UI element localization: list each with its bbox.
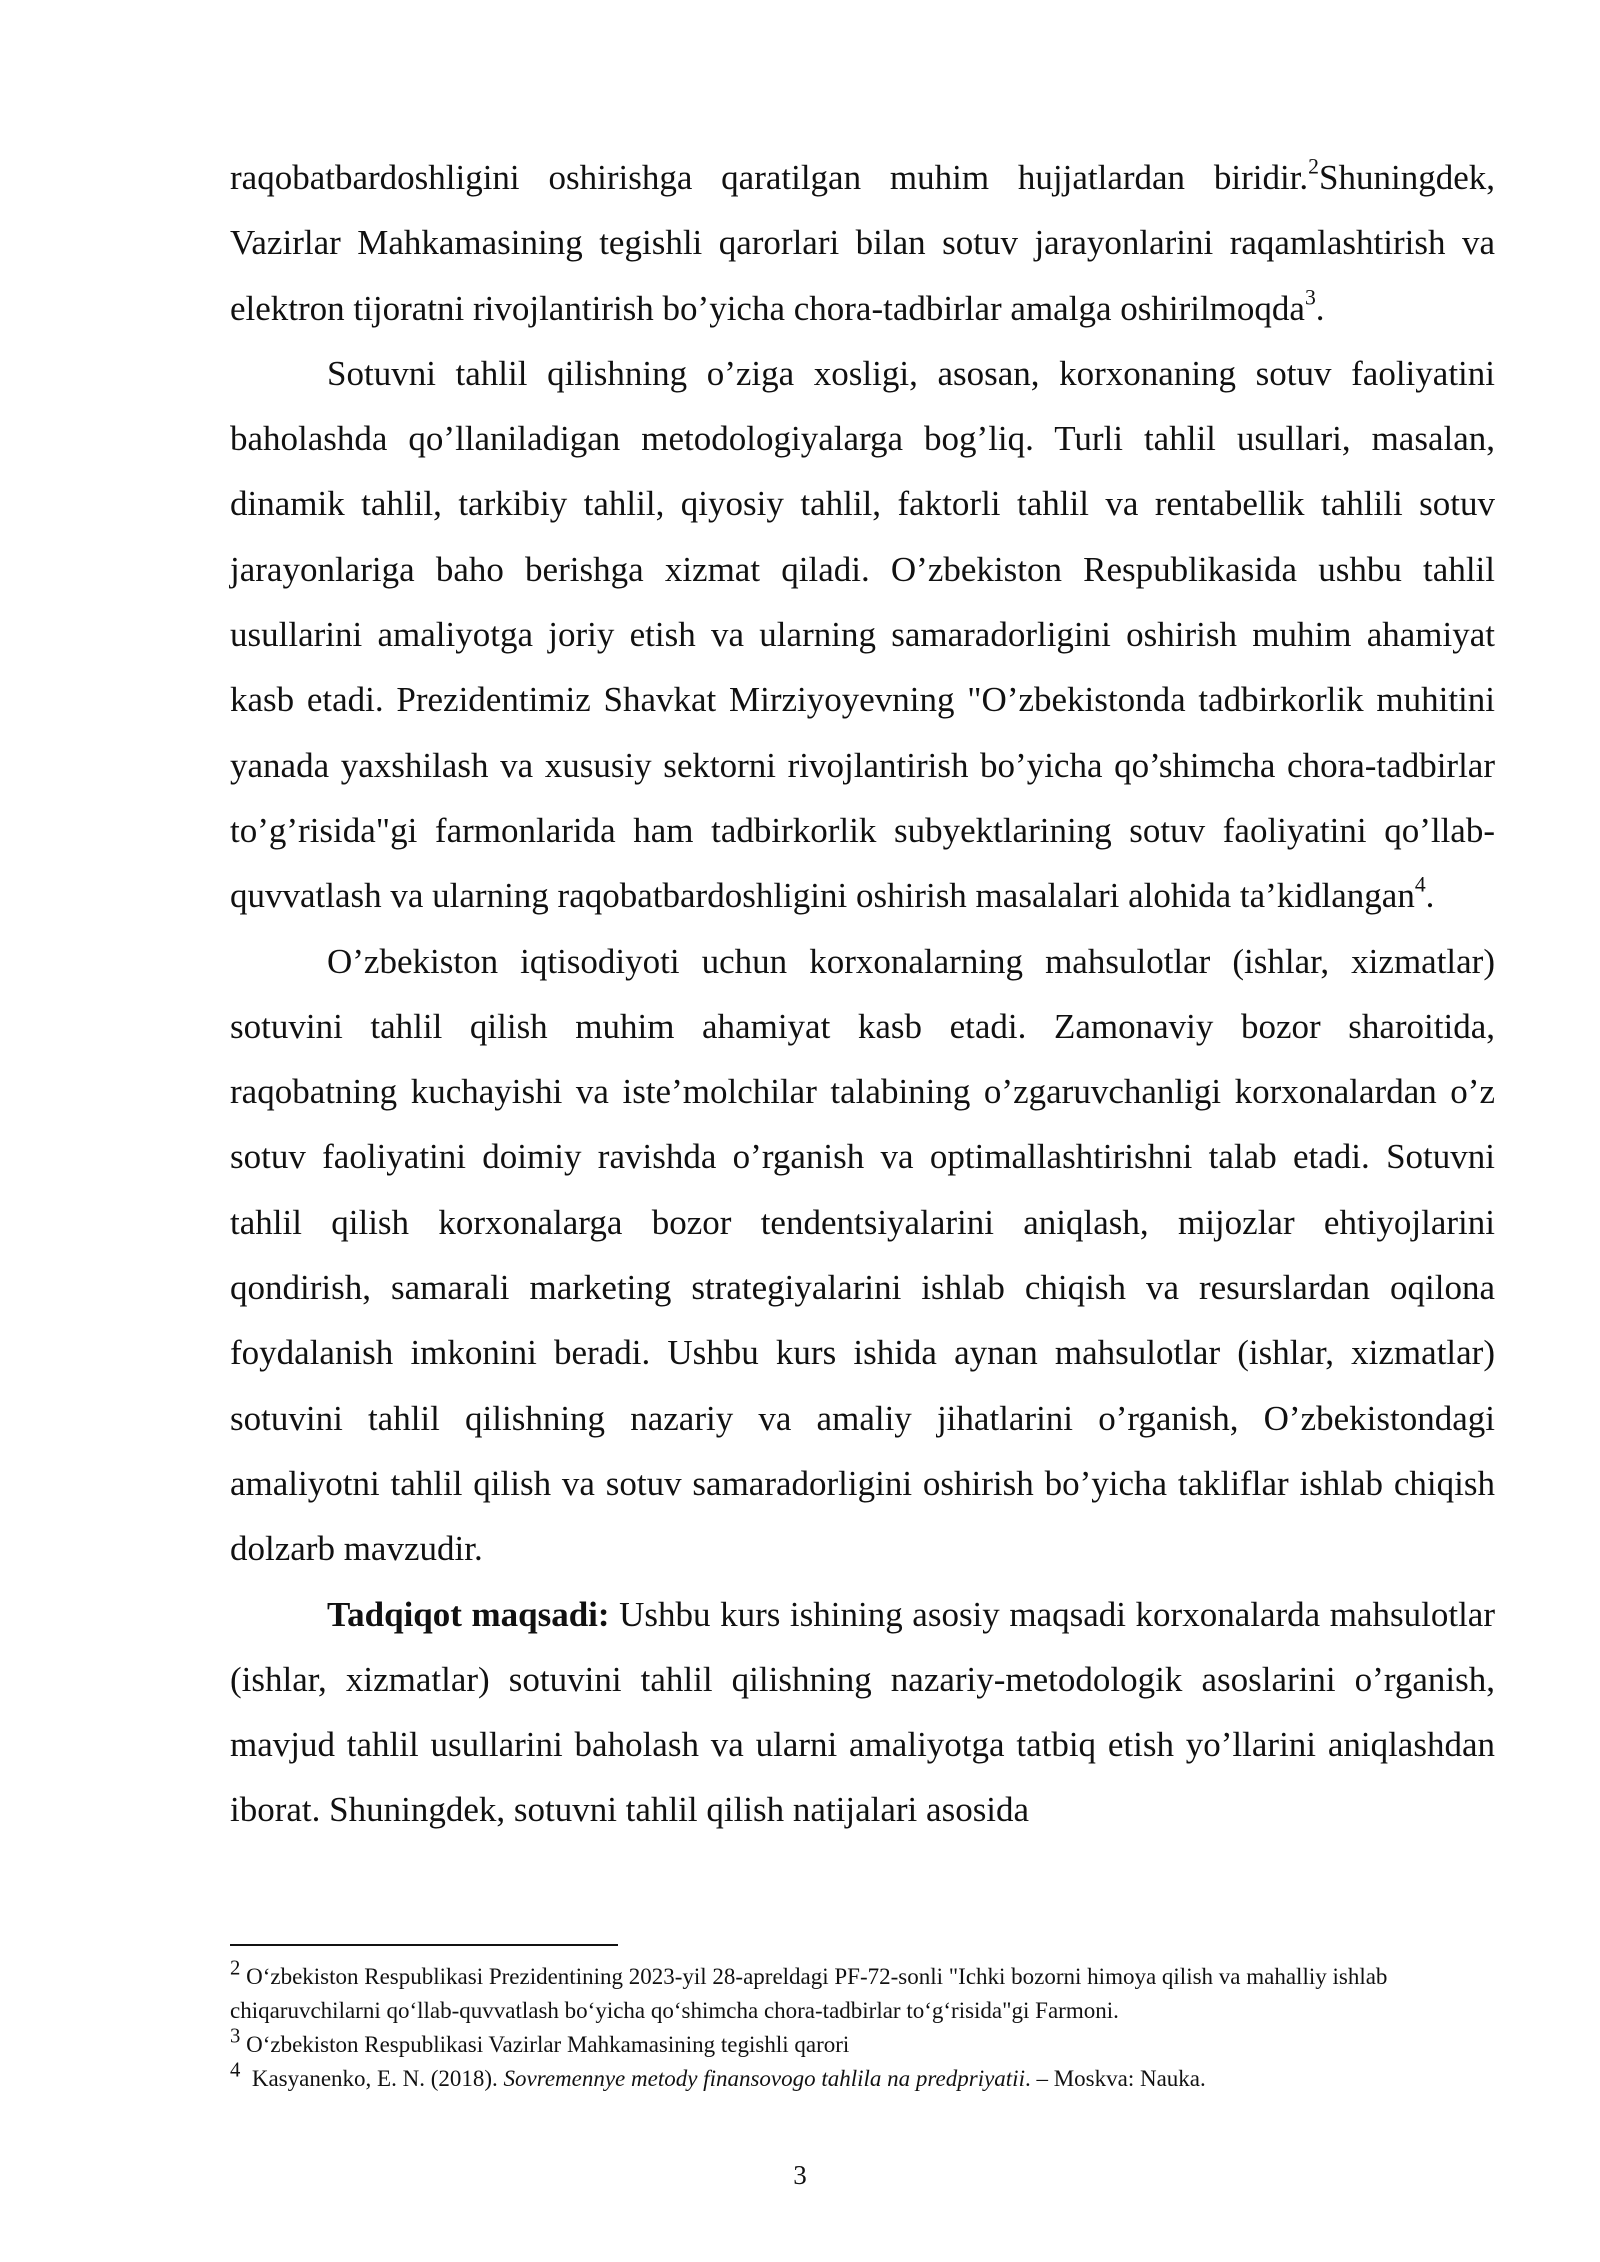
footnote-ref-2[interactable]: 2 (1308, 154, 1320, 179)
footnote-2-mark: 2 (230, 1957, 241, 1980)
footnote-4-text-b: . – Moskva: Nauka. (1024, 2066, 1206, 2091)
paragraph-2-text-b: . (1425, 876, 1435, 916)
footnote-3 (230, 2025, 1495, 2062)
footnote-4-mark: 4 (230, 2059, 241, 2082)
footnote-ref-4[interactable]: 4 (1414, 872, 1426, 897)
paragraph-1-text-c: . (1315, 288, 1325, 328)
footnote-4-title: Sovremennye metody finansovogo tahlila na predpriyatii (503, 2066, 1025, 2091)
footnote-ref-3[interactable]: 3 (1304, 284, 1316, 309)
paragraph-3: O’zbekiston iqtisodiyoti uchun korxonalarning mahsulotlar (ishlar, xizmatlar) sotuvini tahlil qilish muhim ahamiyat kasb etadi. Zamonaviy bozor sharoitida, raqobatning kuchayishi va iste’molchilar talabining o’zgaruvchanligi korxonalardan o’z sotuv faoliyatini doimiy ravishda o’rganish va optimallashtirishni talab etadi. Sotuvni tahlil qilish korxonalarga bozor tendentsiyalarini aniqlash, mijozlar ehtiyojlarini qondirish, samarali marketing strategiyalarini ishlab chiqish va resurslardan oqilona foydalanish imkonini beradi. Ushbu kurs ishida aynan mahsulotlar (ishlar, xizmatlar) sotuvini tahlil qilishning nazariy va amaliy jihatlarini o’rganish, O’zbekistondagi amaliyotni tahlil qilish va sotuv samaradorligini oshirish bo’yicha takliflar ishlab chiqish dolzarb mavzudir. (230, 941, 1495, 1569)
paragraph-4-text: Ushbu kurs ishining asosiy maqsadi korxonalarda mahsulotlar (ishlar, xizmatlar) sotuvini tahlil qilishning nazariy-metodologik asoslarini o’rganish, mavjud tahlil usullarini baholash va ularni amaliyotga tatbiq etish yo’llarini aniqlashdan iborat. Shuningdek, sotuvni tahlil qilish natijalari asosida (230, 1594, 1495, 1830)
footnote-3-text: O‘zbekiston Respublikasi Vazirlar Mahkamasining tegishli qarori (240, 2032, 850, 2057)
footnote-2 (230, 1957, 1495, 2028)
paragraph-1-text-b: Shuningdek, Vazirlar Mahkamasining tegishli qarorlari bilan sotuv jarayonlarini raqamlashtirish va elektron tijoratni rivojlantirish bo’yicha chora-tadbirlar amalga oshirilmoqda (230, 158, 1495, 328)
footnotes (230, 1957, 1495, 2096)
paragraph-1-text-a: raqobatbardoshligini oshirishga qaratilgan muhim hujjatlardan biridir. (230, 158, 1309, 197)
footnote-separator (230, 1944, 618, 1946)
body-text (230, 145, 1495, 1843)
paragraph-2 (230, 341, 1495, 929)
footnote-4 (230, 2059, 1495, 2096)
research-goal-heading: Tadqiqot maqsadi: (327, 1594, 610, 1634)
footnote-3-mark: 3 (230, 2025, 241, 2048)
footnote-4-text-a: Kasyanenko, E. N. (2018). (240, 2066, 504, 2091)
footnote-2-text: O‘zbekiston Respublikasi Prezidentining 2023-yil 28-apreldagi PF-72-sonli "Ichki bozorni himoya qilish va mahalliy ishlab chiqaruvchilarni qo‘llab-quvvatlash bo‘yicha qo‘shimcha chora-tadbirlar to‘g‘risida"gi Farmoni. (230, 1964, 1388, 2023)
paragraph-2-text-a: Sotuvni tahlil qilishning o’ziga xosligi, asosan, korxonaning sotuv faoliyatini baholashda qo’llaniladigan metodologiyalarga bog’liq. Turli tahlil usullari, masalan, dinamik tahlil, tarkibiy tahlil, qiyosiy tahlil, faktorli tahlil va rentabellik tahlili sotuv jarayonlariga baho berishga xizmat qiladi. O’zbekiston Respublikasida ushbu tahlil usullarini amaliyotga joriy etish va ularning samaradorligini oshirish muhim ahamiyat kasb etadi. Prezidentimiz Shavkat Mirziyoyevning "O’zbekistonda tadbirkorlik muhitini yanada yaxshilash va xususiy sektorni rivojlantirish bo’yicha qo’shimcha chora-tadbirlar to’g’risida"gi farmonlarida ham tadbirkorlik subyektlarining sotuv faoliyatini qo’llab-quvvatlash va ularning raqobatbardoshligini oshirish masalalari alohida ta’kidlangan (230, 353, 1495, 916)
page-number: 3 (793, 2160, 807, 2190)
paragraph-4 (230, 1582, 1495, 1843)
paragraph-1 (230, 145, 1495, 341)
